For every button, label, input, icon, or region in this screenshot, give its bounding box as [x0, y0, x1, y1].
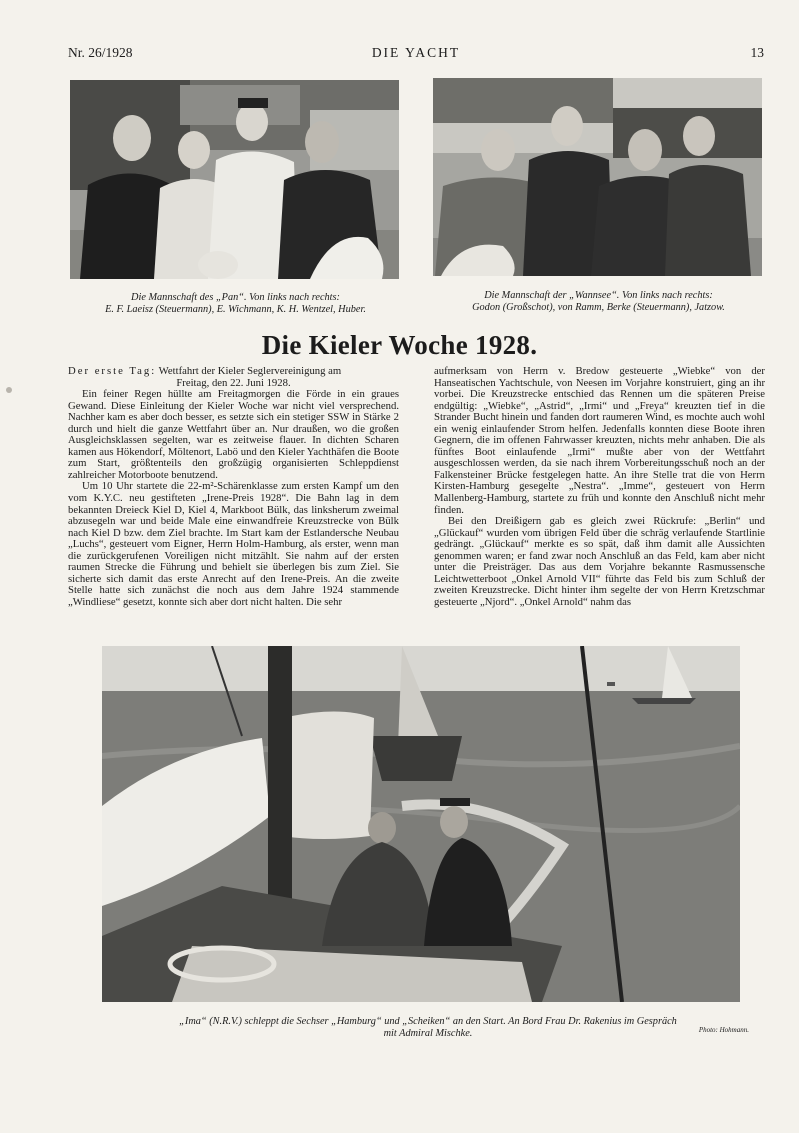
- lead-date: Freitag, den 22. Juni 1928.: [176, 376, 291, 389]
- caption-line: mit Admiral Mischke.: [383, 1027, 473, 1039]
- issue-number: Nr. 26/1928: [68, 45, 133, 60]
- article-column-right: [434, 366, 765, 636]
- article-title: Die Kieler Woche 1928.: [261, 330, 538, 360]
- article-column-left: [68, 366, 399, 636]
- paragraph: Um 10 Uhr startete die 22-m²-Schärenklasse zum ersten Kampf um den vom K.Y.C. neu gestifteten „Irene-Preis 1928“. Die Bahn lag in dem bekannten Dreieck Kiel D, Kiel 4, Markboot Bülk, das linksherum zweimal abzusegeln war und beide Male eine einwandfreie Kreuzstrecke von Bülk nach Kiel D bzw. dem Ziel brachte. Im Start kam der Estlandersche Neubau „Luchs“, gesteuert vom Eigner, Herrn Holm-Hamburg, als erster, wenn man die zurückgerufenen Voreiligen nicht mitzählt. Sie nahm auf der ersten raumen Strecke die Führung und behielt sie überlegen bis zum Ziel. Sie sicherte sich damit das erste Anrecht auf den Irene-Preis. An die zweite Stelle hatte sich zunächst die noch aus dem Jahre 1924 stammende „Windliese“ gesetzt, konnte sich aber dort nicht halten. Die sehr: [68, 480, 399, 608]
- caption-crew-wannsee: [433, 290, 764, 314]
- caption-crew-pan: [70, 292, 401, 316]
- caption-line: „Ima“ (N.R.V.) schleppt die Sechser „Hamburg“ und „Scheiken“ an den Start. An Bord Frau Dr. Rakenius im Gespräch: [179, 1016, 677, 1027]
- lead-label: Der erste Tag:: [68, 366, 157, 377]
- photo-crew-pan: [70, 80, 399, 279]
- caption-line: Die Mannschaft des „Pan“. Von links nach rechts:: [131, 292, 340, 303]
- caption-line: Die Mannschaft der „Wannsee“. Von links nach rechts:: [484, 290, 713, 301]
- magazine-title: DIE YACHT: [371, 45, 461, 60]
- caption-line: Godon (Großschot), von Ramm, Berke (Steuermann), Jatzow.: [472, 301, 725, 313]
- caption-ima-towing: [102, 1016, 754, 1040]
- caption-line: E. F. Laeisz (Steuermann), E. Wichmann, K. H. Wentzel, Huber.: [105, 303, 366, 315]
- photo-ima-towing: [102, 646, 740, 1002]
- photo-crew-wannsee: [433, 78, 762, 276]
- scan-hole-mark: [6, 387, 12, 393]
- lead-text: Wettfahrt der Kieler Seglervereinigung am: [156, 366, 342, 377]
- paragraph: aufmerksam von Herrn v. Bredow gesteuerte „Wiebke“ von der Hanseatischen Yachtschule, von Neesen im Vorjahre konstruiert, ging an ihr vorbei. Die Kreuzstrecke entschied das Rennen um die späteren Preise endgültig: „Wiebke“, „Astrid“, „Irmi“ und „Freya“ kreuzten tief in die Strander Bucht hinein und fanden dort raumeren Wind, es mochte auch wohl ein wenig einlaufender Strom helfen. Jedenfalls konnten diese Boote ihren Gegnern, die im offenen Fahrwasser kreuzten, nichts mehr anhaben. Die als fünftes Boot einlaufende „Irmi“ mußte aber von der Wettfahrt ausgeschlossen werden, da sie nach ihrem Vorbereitungsschuß noch an der Falkensteiner Brücke festgelegen hatte. An ihre Stelle trat die von Herrn Kirsten-Hamburg gesegelte „Nestra“. „Imme“, gesteuert von Herrn Mallenberg-Hamburg, startete zu früh und konnte den Anschluß nicht mehr finden.: [434, 366, 765, 516]
- paragraph: Bei den Dreißigern gab es gleich zwei Rückrufe: „Berlin“ und „Glückauf“ wurden vom übrigen Feld über die schräg verlaufende Startlinie gedrängt. „Glückauf“ merkte es so spät, daß ihm damit alle Aussichten genommen waren; er fand zwar noch Anschluß an das Feld, kam aber nicht unter die Preisträger. Das aus dem Vorjahre bekannte Rasmussensche Leichtwetterboot „Onkel Arnold VII“ führte das Feld bis zum Schluß der zweiten Kreuzstrecke. Dicht hinter ihm segelte der von Herrn Kretzschmar gesteuerte „Njord“. „Onkel Arnold“ nahm das: [434, 515, 765, 608]
- running-header: [68, 45, 764, 63]
- paragraph: Ein feiner Regen hüllte am Freitagmorgen die Förde in ein graues Gewand. Diese Einleitung der Kieler Woche war nicht viel versprechend. Nachher kam es aber doch besser, es setzte sich ein stetiger SSW in Stärke 2 durch und hielt die ganze Wettfahrt über an. Nur draußen, wo die großen Ausgleichsklassen segelten, war es zeitweise flauer. In dichten Scharen kamen aus Hökendorf, Möltenort, Labö und den Kieler Yachthäfen die Boote zum Start, größtenteils den großzügig organisierten Schleppdienst zahlreicher Motorboote benutzend.: [68, 388, 399, 481]
- photo-credit: Photo: Hohmann.: [698, 1026, 749, 1034]
- page-number: 13: [750, 45, 764, 60]
- article-lead: [68, 366, 399, 378]
